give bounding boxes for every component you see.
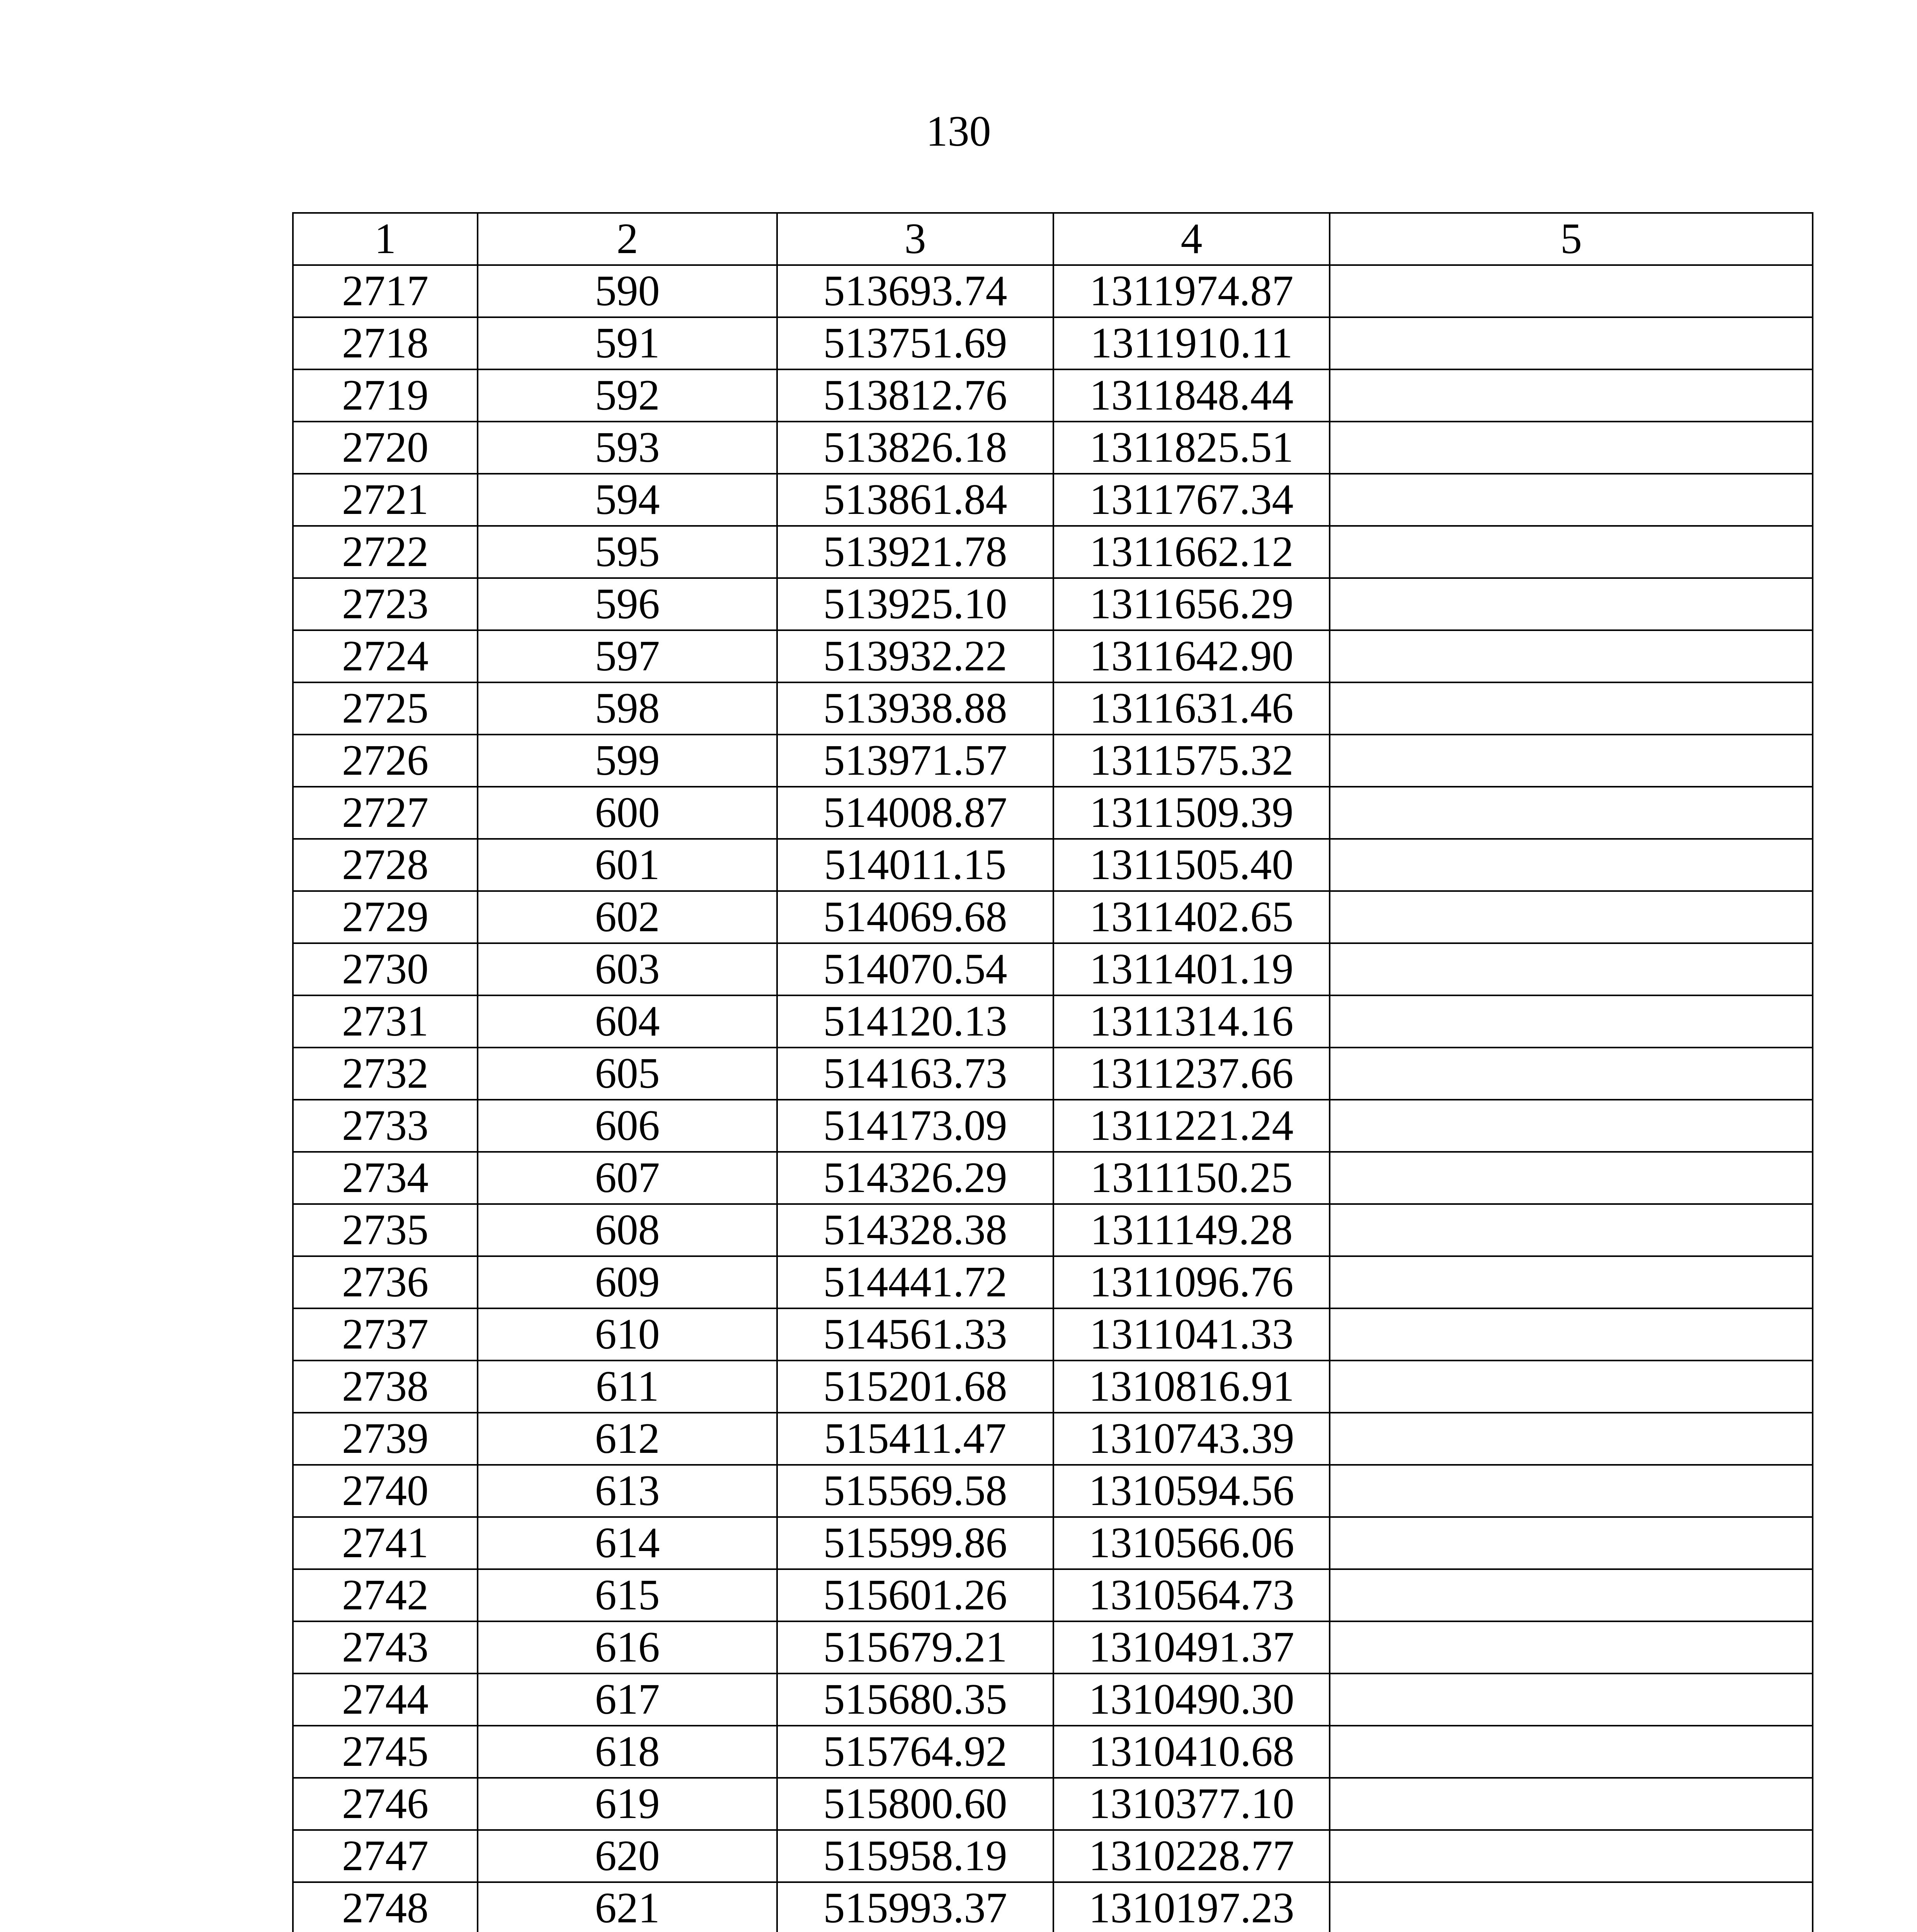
table-cell-col-2: 614 [478, 1517, 777, 1569]
table-cell-col-1: 2743 [293, 1621, 478, 1673]
table-cell-col-4: 1311575.32 [1053, 735, 1330, 787]
table-cell-col-5 [1330, 839, 1813, 891]
table-cell-col-2: 598 [478, 682, 777, 735]
table-cell-col-2: 597 [478, 630, 777, 682]
table-cell-col-5 [1330, 1673, 1813, 1726]
table-row [293, 787, 1813, 839]
table-row [293, 1256, 1813, 1308]
table-cell-col-5 [1330, 474, 1813, 526]
table-row [293, 891, 1813, 943]
table-cell-col-4: 1311974.87 [1053, 265, 1330, 317]
table-cell-col-4: 1311041.33 [1053, 1308, 1330, 1361]
table-cell-col-3: 513971.57 [777, 735, 1053, 787]
table-cell-col-5 [1330, 1726, 1813, 1778]
table-cell-col-1: 2722 [293, 526, 478, 578]
table-cell-col-4: 1311642.90 [1053, 630, 1330, 682]
coordinates-table [292, 212, 1813, 1932]
table-cell-col-3: 513925.10 [777, 578, 1053, 630]
table-cell-col-4: 1311401.19 [1053, 943, 1330, 995]
table-cell-col-4: 1310566.06 [1053, 1517, 1330, 1569]
table-cell-col-1: 2726 [293, 735, 478, 787]
table-cell-col-4: 1310228.77 [1053, 1830, 1330, 1882]
table-cell-col-3: 514163.73 [777, 1048, 1053, 1100]
table-cell-col-2: 617 [478, 1673, 777, 1726]
table-cell-col-5 [1330, 1048, 1813, 1100]
table-cell-col-3: 515599.86 [777, 1517, 1053, 1569]
table-row [293, 1882, 1813, 1932]
table-cell-col-1: 2745 [293, 1726, 478, 1778]
table-cell-col-1: 2717 [293, 265, 478, 317]
table-cell-col-2: 604 [478, 995, 777, 1048]
table-cell-col-1: 2718 [293, 317, 478, 369]
table-cell-col-4: 1311402.65 [1053, 891, 1330, 943]
table-cell-col-5 [1330, 1621, 1813, 1673]
table-row [293, 1621, 1813, 1673]
column-header-1: 1 [293, 213, 478, 265]
table-cell-col-3: 513938.88 [777, 682, 1053, 735]
table-cell-col-3: 514120.13 [777, 995, 1053, 1048]
table-cell-col-4: 1311314.16 [1053, 995, 1330, 1048]
column-header-3: 3 [777, 213, 1053, 265]
table-cell-col-4: 1310377.10 [1053, 1778, 1330, 1830]
table-cell-col-1: 2735 [293, 1204, 478, 1256]
table-cell-col-5 [1330, 526, 1813, 578]
table-row [293, 526, 1813, 578]
table-cell-col-2: 619 [478, 1778, 777, 1830]
table-cell-col-2: 599 [478, 735, 777, 787]
table-cell-col-4: 1310564.73 [1053, 1569, 1330, 1621]
table-cell-col-3: 515679.21 [777, 1621, 1053, 1673]
table-cell-col-3: 515764.92 [777, 1726, 1053, 1778]
table-cell-col-2: 600 [478, 787, 777, 839]
table-row [293, 630, 1813, 682]
table-row [293, 422, 1813, 474]
table-cell-col-3: 515601.26 [777, 1569, 1053, 1621]
table-cell-col-4: 1311910.11 [1053, 317, 1330, 369]
table-row [293, 839, 1813, 891]
table-cell-col-3: 515958.19 [777, 1830, 1053, 1882]
table-cell-col-2: 596 [478, 578, 777, 630]
table-cell-col-4: 1310490.30 [1053, 1673, 1330, 1726]
table-cell-col-5 [1330, 1569, 1813, 1621]
table-row [293, 317, 1813, 369]
table-row [293, 265, 1813, 317]
table-cell-col-4: 1310743.39 [1053, 1413, 1330, 1465]
table-cell-col-1: 2737 [293, 1308, 478, 1361]
table-cell-col-1: 2736 [293, 1256, 478, 1308]
table-cell-col-5 [1330, 1256, 1813, 1308]
table-cell-col-3: 514326.29 [777, 1152, 1053, 1204]
table-cell-col-4: 1311096.76 [1053, 1256, 1330, 1308]
table-cell-col-5 [1330, 1100, 1813, 1152]
table-cell-col-1: 2724 [293, 630, 478, 682]
table-cell-col-3: 514011.15 [777, 839, 1053, 891]
table-cell-col-5 [1330, 1465, 1813, 1517]
table-cell-col-4: 1311149.28 [1053, 1204, 1330, 1256]
table-cell-col-1: 2747 [293, 1830, 478, 1882]
table-cell-col-2: 611 [478, 1361, 777, 1413]
table-cell-col-5 [1330, 682, 1813, 735]
table-cell-col-2: 593 [478, 422, 777, 474]
table-row [293, 578, 1813, 630]
table-cell-col-1: 2720 [293, 422, 478, 474]
table-cell-col-2: 615 [478, 1569, 777, 1621]
table-cell-col-3: 514070.54 [777, 943, 1053, 995]
table-header-row [293, 213, 1813, 265]
table-cell-col-5 [1330, 265, 1813, 317]
table-cell-col-1: 2741 [293, 1517, 478, 1569]
table-cell-col-2: 612 [478, 1413, 777, 1465]
table-cell-col-4: 1311848.44 [1053, 369, 1330, 422]
table-cell-col-2: 591 [478, 317, 777, 369]
table-cell-col-5 [1330, 422, 1813, 474]
table-cell-col-4: 1311662.12 [1053, 526, 1330, 578]
table-cell-col-5 [1330, 317, 1813, 369]
table-row [293, 735, 1813, 787]
table-cell-col-2: 590 [478, 265, 777, 317]
table-cell-col-5 [1330, 630, 1813, 682]
table-cell-col-2: 618 [478, 1726, 777, 1778]
table-cell-col-3: 514441.72 [777, 1256, 1053, 1308]
table-cell-col-5 [1330, 735, 1813, 787]
table-cell-col-2: 609 [478, 1256, 777, 1308]
table-cell-col-4: 1310197.23 [1053, 1882, 1330, 1932]
table-cell-col-5 [1330, 1308, 1813, 1361]
table-row [293, 1465, 1813, 1517]
table-row [293, 1726, 1813, 1778]
column-header-5: 5 [1330, 213, 1813, 265]
table-row [293, 943, 1813, 995]
table-cell-col-4: 1310816.91 [1053, 1361, 1330, 1413]
table-cell-col-1: 2719 [293, 369, 478, 422]
table-cell-col-2: 592 [478, 369, 777, 422]
table-cell-col-2: 595 [478, 526, 777, 578]
table-cell-col-3: 514173.09 [777, 1100, 1053, 1152]
table-cell-col-3: 515201.68 [777, 1361, 1053, 1413]
table-cell-col-3: 514069.68 [777, 891, 1053, 943]
table-cell-col-1: 2739 [293, 1413, 478, 1465]
table-cell-col-1: 2729 [293, 891, 478, 943]
table-cell-col-4: 1310410.68 [1053, 1726, 1330, 1778]
table-cell-col-5 [1330, 1152, 1813, 1204]
table-cell-col-4: 1311767.34 [1053, 474, 1330, 526]
table-cell-col-1: 2730 [293, 943, 478, 995]
table-cell-col-1: 2734 [293, 1152, 478, 1204]
table-cell-col-3: 513751.69 [777, 317, 1053, 369]
table-cell-col-4: 1311509.39 [1053, 787, 1330, 839]
table-row [293, 1673, 1813, 1726]
table-row [293, 1778, 1813, 1830]
table-cell-col-5 [1330, 1882, 1813, 1932]
table-row [293, 1830, 1813, 1882]
table-row [293, 369, 1813, 422]
table-cell-col-5 [1330, 891, 1813, 943]
table-cell-col-3: 515569.58 [777, 1465, 1053, 1517]
table-cell-col-1: 2748 [293, 1882, 478, 1932]
table-cell-col-3: 514008.87 [777, 787, 1053, 839]
table-cell-col-2: 616 [478, 1621, 777, 1673]
table-cell-col-1: 2744 [293, 1673, 478, 1726]
table-cell-col-5 [1330, 1830, 1813, 1882]
table-cell-col-4: 1311221.24 [1053, 1100, 1330, 1152]
table-cell-col-3: 514561.33 [777, 1308, 1053, 1361]
table-cell-col-3: 513921.78 [777, 526, 1053, 578]
table-cell-col-5 [1330, 787, 1813, 839]
table-cell-col-2: 621 [478, 1882, 777, 1932]
table-cell-col-3: 513861.84 [777, 474, 1053, 526]
table-row [293, 1361, 1813, 1413]
column-header-2: 2 [478, 213, 777, 265]
table-cell-col-5 [1330, 369, 1813, 422]
table-row [293, 682, 1813, 735]
table-cell-col-4: 1311656.29 [1053, 578, 1330, 630]
table-row [293, 1517, 1813, 1569]
table-row [293, 1413, 1813, 1465]
table-cell-col-5 [1330, 943, 1813, 995]
table-row [293, 995, 1813, 1048]
table-cell-col-2: 613 [478, 1465, 777, 1517]
table-row [293, 1048, 1813, 1100]
table-cell-col-5 [1330, 1517, 1813, 1569]
table-cell-col-2: 608 [478, 1204, 777, 1256]
table-body [293, 265, 1813, 1932]
table-row [293, 1100, 1813, 1152]
table-cell-col-4: 1311825.51 [1053, 422, 1330, 474]
table-cell-col-1: 2723 [293, 578, 478, 630]
table-cell-col-5 [1330, 1361, 1813, 1413]
table-cell-col-1: 2731 [293, 995, 478, 1048]
table-cell-col-3: 515680.35 [777, 1673, 1053, 1726]
table-row [293, 1204, 1813, 1256]
table-cell-col-1: 2738 [293, 1361, 478, 1413]
table-cell-col-2: 605 [478, 1048, 777, 1100]
table-cell-col-2: 594 [478, 474, 777, 526]
table-cell-col-2: 603 [478, 943, 777, 995]
table-cell-col-2: 620 [478, 1830, 777, 1882]
column-header-4: 4 [1053, 213, 1330, 265]
table-cell-col-2: 602 [478, 891, 777, 943]
table-row [293, 474, 1813, 526]
table-cell-col-3: 513812.76 [777, 369, 1053, 422]
table-cell-col-3: 513693.74 [777, 265, 1053, 317]
table-cell-col-1: 2740 [293, 1465, 478, 1517]
table-cell-col-3: 513826.18 [777, 422, 1053, 474]
table-cell-col-1: 2727 [293, 787, 478, 839]
table-cell-col-3: 513932.22 [777, 630, 1053, 682]
table-cell-col-5 [1330, 578, 1813, 630]
table-cell-col-2: 610 [478, 1308, 777, 1361]
table-cell-col-1: 2728 [293, 839, 478, 891]
table-cell-col-4: 1310594.56 [1053, 1465, 1330, 1517]
table-cell-col-5 [1330, 995, 1813, 1048]
table-cell-col-5 [1330, 1413, 1813, 1465]
table-cell-col-3: 515411.47 [777, 1413, 1053, 1465]
table-cell-col-2: 607 [478, 1152, 777, 1204]
table-cell-col-1: 2733 [293, 1100, 478, 1152]
table-cell-col-1: 2721 [293, 474, 478, 526]
table-cell-col-5 [1330, 1204, 1813, 1256]
table-cell-col-4: 1311505.40 [1053, 839, 1330, 891]
table-cell-col-1: 2746 [293, 1778, 478, 1830]
table-cell-col-2: 601 [478, 839, 777, 891]
table-cell-col-2: 606 [478, 1100, 777, 1152]
table-row [293, 1152, 1813, 1204]
table-cell-col-3: 514328.38 [777, 1204, 1053, 1256]
table-cell-col-3: 515993.37 [777, 1882, 1053, 1932]
page-number: 130 [926, 107, 991, 155]
table-cell-col-4: 1311631.46 [1053, 682, 1330, 735]
table-cell-col-1: 2725 [293, 682, 478, 735]
table-cell-col-1: 2742 [293, 1569, 478, 1621]
table-cell-col-4: 1311150.25 [1053, 1152, 1330, 1204]
table-cell-col-1: 2732 [293, 1048, 478, 1100]
table-cell-col-5 [1330, 1778, 1813, 1830]
table-cell-col-4: 1311237.66 [1053, 1048, 1330, 1100]
table-cell-col-3: 515800.60 [777, 1778, 1053, 1830]
table-row [293, 1308, 1813, 1361]
table-cell-col-4: 1310491.37 [1053, 1621, 1330, 1673]
table-row [293, 1569, 1813, 1621]
